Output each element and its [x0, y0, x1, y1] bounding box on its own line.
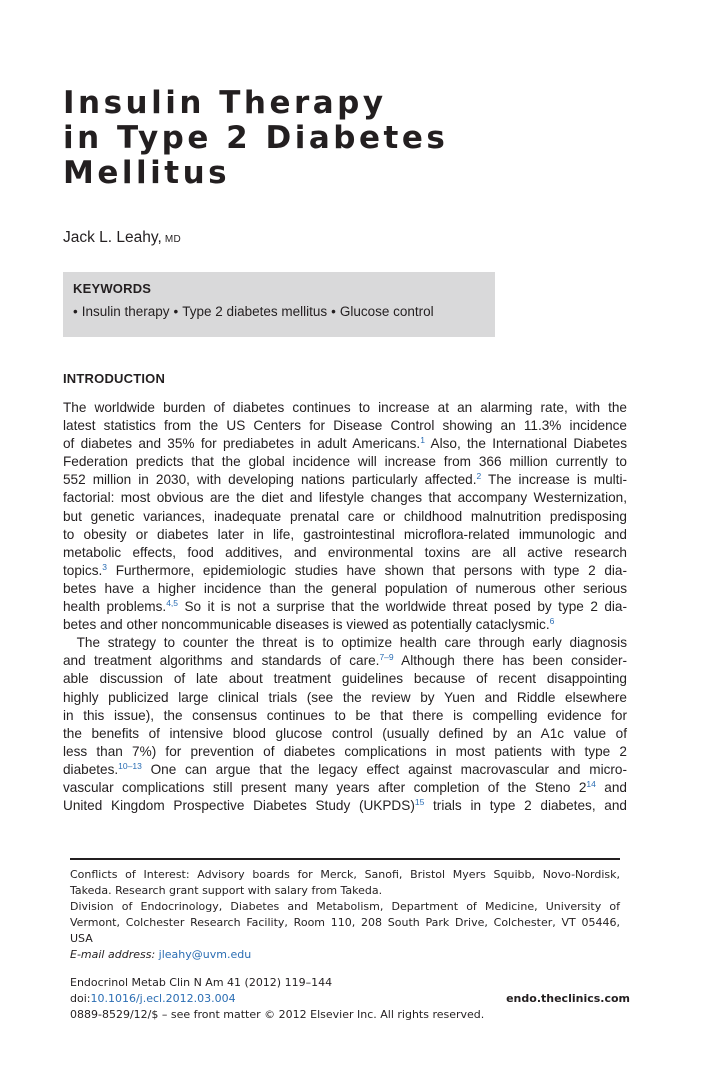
body-line	[63, 761, 627, 779]
citation-reference[interactable]: 7–9	[379, 652, 394, 663]
author-name: Jack L. Leahy,	[63, 229, 162, 246]
body-text: vascular complications still present many years after completion of the Steno 2	[63, 779, 587, 795]
citation-reference[interactable]: 14	[586, 778, 596, 789]
body-text: the benefits of intensive blood glucose control (usually defined by an A1c value of	[63, 725, 627, 741]
body-line	[63, 508, 627, 526]
affiliation-note	[70, 899, 620, 947]
body-line	[63, 526, 627, 544]
body-line	[63, 453, 627, 471]
citation-reference[interactable]: 1	[420, 435, 425, 446]
email-link[interactable]: jleahy@uvm.edu	[158, 948, 252, 961]
body-text: latest statistics from the US Centers for Disease Control showing an 11.3% incidence	[63, 418, 627, 434]
body-line	[63, 797, 627, 815]
footnote-line: USA	[70, 932, 93, 945]
bullet-icon: •	[173, 304, 179, 319]
body-text: highly publicized large clinical trials (see the review by Yuen and Riddle elsewhere	[63, 689, 627, 705]
footnote-line: Conflicts of Interest: Advisory boards for Merck, Sanofi, Bristol Myers Squibb, Novo-Nordisk,	[70, 868, 620, 881]
journal-citation: Endocrinol Metab Clin N Am 41 (2012) 119–144	[70, 976, 333, 989]
bullet-icon: •	[73, 304, 78, 319]
title-line: in Type 2 Diabetes	[63, 120, 449, 156]
keyword-item: Glucose control	[339, 304, 434, 319]
citation-reference[interactable]: 2	[476, 471, 482, 482]
body-text: to obesity or diabetes later in life, gastrointestinal microflora-related immunologic and	[63, 526, 627, 542]
section-heading-introduction: INTRODUCTION	[63, 371, 166, 386]
doi-label: doi:	[70, 992, 91, 1005]
journal-info	[70, 975, 630, 1023]
conflicts-note	[70, 867, 620, 899]
body-line	[63, 779, 627, 797]
footnote-line: Division of Endocrinology, Diabetes and Metabolism, Department of Medicine, University of	[70, 900, 620, 913]
body-text: able discussion of late about treatment guidelines because of recent disappointing	[63, 671, 627, 687]
body-line	[63, 616, 627, 634]
bullet-icon: •	[331, 304, 336, 319]
body-text: Also, the International Diabetes	[424, 436, 627, 452]
body-text: The worldwide burden of diabetes continues to increase at an alarming rate, with the	[63, 400, 627, 415]
citation-reference[interactable]: 10–13	[118, 760, 142, 771]
title-line: Insulin Therapy	[63, 85, 387, 121]
body-line	[63, 725, 627, 743]
body-line	[63, 399, 627, 417]
body-text: United Kingdom Prospective Diabetes Study (UKPDS)	[63, 798, 415, 814]
body-text: but genetic variances, inadequate prenatal care or childhood malnutrition predisposing	[63, 508, 627, 524]
author-line	[63, 229, 181, 247]
body-line	[63, 580, 627, 598]
body-text: One can argue that the legacy effect against macrovascular and micro-	[141, 761, 627, 777]
article-title	[63, 86, 448, 191]
body-line	[63, 489, 627, 507]
copyright-line: 0889-8529/12/$ – see front matter © 2012 Elsevier Inc. All rights reserved.	[70, 1008, 485, 1021]
keywords-list	[73, 304, 434, 319]
body-line	[63, 544, 627, 562]
keyword-item: Type 2 diabetes mellitus	[182, 304, 328, 319]
body-text: 552 million in 2030, with developing nations particularly affected.	[63, 472, 477, 488]
body-text: So it is not a surprise that the worldwide threat posed by type 2 dia-	[178, 599, 627, 615]
body-text: metabolic effects, food additives, and environmental toxins are all active research	[63, 544, 627, 560]
keywords-heading: KEYWORDS	[73, 281, 152, 296]
body-line	[63, 435, 627, 453]
body-line	[63, 634, 627, 652]
footnote-line: Vermont, Colchester Research Facility, Room 110, 208 South Park Drive, Colchester, VT 05446,	[70, 916, 620, 929]
body-text: in this issue), the consensus continues to be that there is compelling evidence for	[63, 707, 627, 723]
body-text: betes have a higher incidence than the general population of numerous other serious	[63, 580, 627, 596]
body-line	[63, 598, 627, 616]
keywords-box	[63, 272, 495, 337]
body-line	[63, 652, 627, 670]
citation-reference[interactable]: 4,5	[166, 598, 179, 609]
body-text: Although there has been consider-	[393, 653, 627, 669]
citation-reference[interactable]: 15	[414, 797, 425, 808]
body-line	[63, 743, 627, 761]
title-line: Mellitus	[63, 155, 231, 191]
body-line	[63, 707, 627, 725]
body-text: The strategy to counter the threat is to optimize health care through early diagnosis	[63, 635, 627, 651]
body-text: of diabetes and 35% for prediabetes in adult Americans.	[63, 436, 421, 452]
body-text: diabetes.	[63, 761, 119, 777]
body-text: topics.	[63, 562, 103, 578]
body-text: trials in type 2 diabetes, and	[424, 798, 627, 814]
body-line	[63, 417, 627, 435]
body-text: Federation predicts that the global incidence will increase from 366 million currently to	[63, 454, 627, 470]
body-text: factorial: most obvious are the diet and lifestyle changes that accompany Westernization,	[63, 490, 627, 506]
body-text: Furthermore, epidemiologic studies have shown that persons with type 2 dia-	[107, 562, 627, 578]
body-line	[63, 670, 627, 688]
body-line	[63, 471, 627, 489]
body-text: and treatment algorithms and standards of care.	[63, 653, 380, 669]
email-label: E-mail address:	[70, 948, 156, 961]
body-line	[63, 689, 627, 707]
introduction-body	[63, 399, 627, 815]
body-text: less than 7%) for prevention of diabetes complications in most patients with type 2	[63, 743, 627, 759]
author-degree: MD	[164, 234, 181, 245]
body-text: betes and other noncommunicable diseases is viewed as potentially cataclysmic.	[63, 617, 550, 633]
footnote-line: Takeda. Research grant support with salary from Takeda.	[70, 884, 383, 897]
citation-reference[interactable]: 3	[102, 561, 108, 572]
doi-link[interactable]: 10.1016/j.ecl.2012.03.004	[90, 992, 236, 1005]
keyword-item: Insulin therapy	[81, 304, 170, 319]
journal-site-link[interactable]: endo.theclinics.com	[506, 992, 630, 1005]
email-note	[70, 947, 620, 963]
body-text: The increase is multi-	[481, 472, 627, 488]
body-text: health problems.	[63, 599, 167, 615]
citation-reference[interactable]: 6	[549, 616, 555, 627]
body-line	[63, 562, 627, 580]
footnote-divider	[70, 858, 620, 860]
body-text: and	[595, 779, 627, 795]
